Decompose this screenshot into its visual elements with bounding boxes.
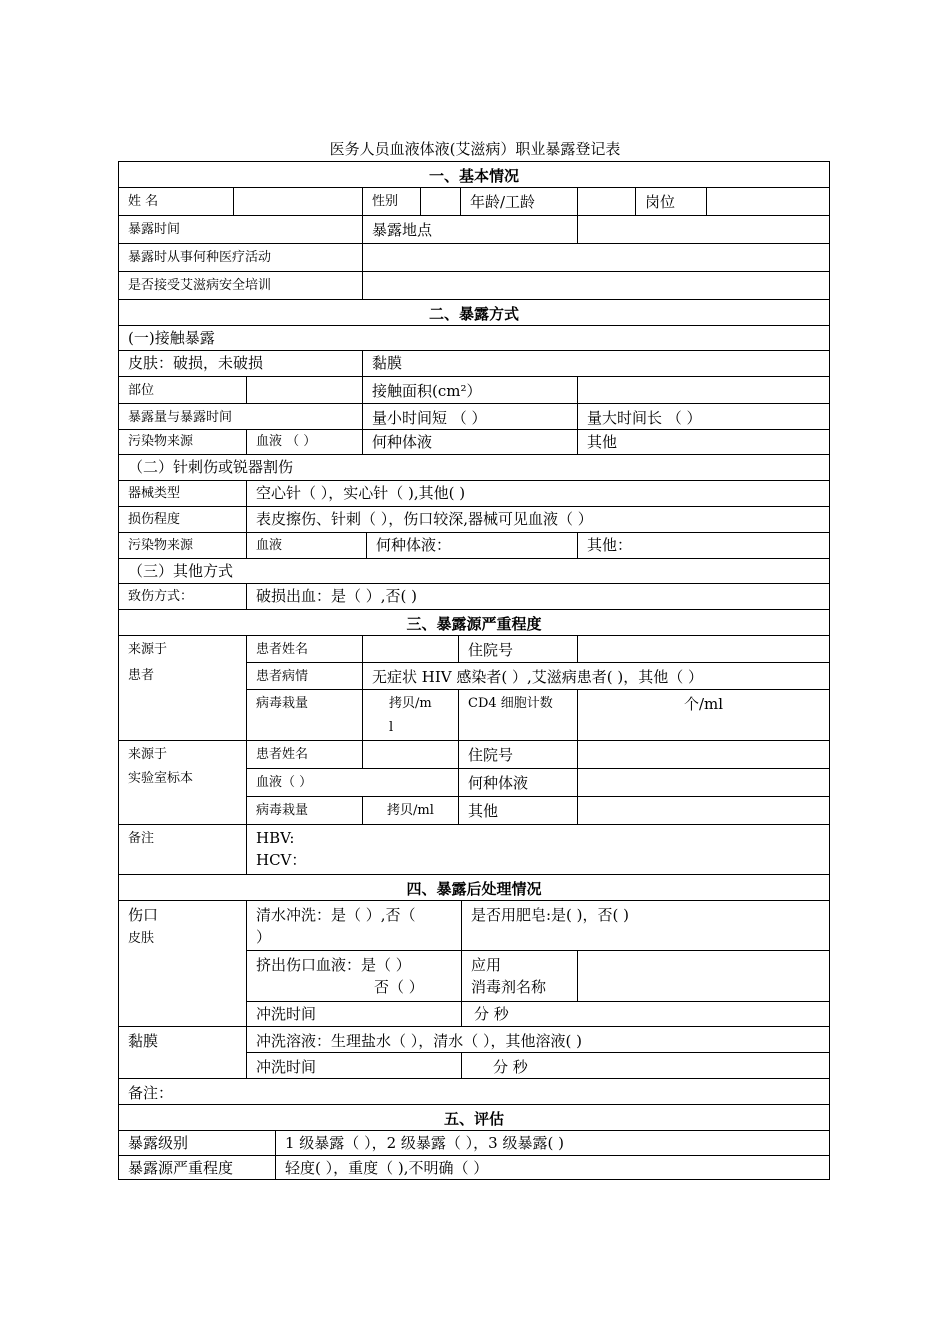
form-title: 医务人员血液体液(艾滋病）职业暴露登记表 [329,140,621,158]
training-label: 是否接受艾滋病安全培训 [119,272,363,300]
wound-skin-label: 伤口 皮肤 [119,901,247,1027]
section-header-basic: 一、基本情况 [119,162,829,188]
squeeze-blood-options[interactable]: 挤出伤口血液：是（ ） 否（ ） [247,951,462,1002]
name-field[interactable] [234,188,363,216]
section-header-source-severity: 三、暴露源严重程度 [119,610,829,636]
section-header-assessment: 五、评估 [119,1105,829,1131]
exposure-level-label: 暴露级别 [119,1131,276,1156]
source-patient-label: 来源于 患者 [119,636,247,741]
cd4-unit: 个/ml [578,690,829,741]
amount-time-label: 暴露量与暴露时间 [119,404,363,430]
remarks-hbv-hcv[interactable]: HBV: HCV： [247,825,829,875]
injury-degree-label: 损伤程度 [119,507,247,533]
wash-time-label: 冲洗时间 [247,1002,462,1027]
water-rinse-options[interactable]: 清水冲洗：是（ ）,否（ ） [247,901,462,951]
gender-label: 性别 [363,188,421,216]
contact-area-field[interactable] [578,377,829,404]
other-source-label: 其他 [578,430,829,455]
source-severity-options[interactable]: 轻度( ），重度（ ),不明确（ ） [285,1159,489,1177]
needle-injury-header: （二）针刺伤或锐器割伤 [119,455,829,481]
mucosa-treatment-label: 黏膜 [119,1027,247,1079]
disinfectant-name-label: 应用 消毒剂名称 [462,951,578,1002]
admission-no-label-2: 住院号 [459,741,578,769]
device-type-label: 器械类型 [119,481,247,507]
body-fluid-label-3: 何种体液 [459,769,578,797]
viral-load-label-2: 病毒栽量 [247,797,363,825]
blood-option[interactable]: 血液 （ ） [247,430,363,455]
copies-per-ml-unit: 拷贝/m l [363,690,459,741]
patient-condition-label: 患者病情 [247,663,363,690]
age-field[interactable] [578,188,636,216]
admission-no-field[interactable] [578,636,829,663]
exposure-time-label: 暴露时间 [119,216,363,244]
wash-time-label-2: 冲洗时间 [247,1053,462,1079]
body-fluid-field-3[interactable] [578,769,829,797]
injury-cause-label: 致伤方式： [119,584,247,610]
viral-load-label: 病毒栽量 [247,690,363,741]
exposure-place-field[interactable] [578,216,829,244]
name-label: 姓 名 [119,188,234,216]
copies-per-ml-unit-2: 拷贝/ml [363,797,459,825]
mucosa-label: 黏膜 [363,351,829,377]
contact-exposure-header: (一)接触暴露 [119,326,829,351]
device-type-options[interactable]: 空心针（ ），实心针（ ),其他( ) [247,481,829,507]
blood-option-3[interactable]: 血液（ ） [247,769,459,797]
exposure-level-options[interactable]: 1 级暴露（ ），2 级暴露（ ），3 级暴露( ) [276,1131,829,1156]
site-label: 部位 [119,377,247,404]
medical-activity-field[interactable] [363,244,829,272]
cd4-count-label: CD4 细胞计数 [459,690,578,741]
source-severity-label: 暴露源严重程度 [119,1156,276,1179]
post-label: 岗位 [636,188,707,216]
injury-degree-options[interactable]: 表皮擦伤、针刺（ ），伤口较深,器械可见血液（ ） [247,507,829,533]
patient-name-label-2: 患者姓名 [247,741,363,769]
medical-activity-label: 暴露时从事何种医疗活动 [119,244,363,272]
small-short-option[interactable]: 量小时间短 （ ） [363,404,578,430]
other-mode-header: （三）其他方式 [119,559,829,584]
contaminant-source-label: 污染物来源 [119,430,247,455]
admission-no-label: 住院号 [459,636,578,663]
post-field[interactable] [707,188,829,216]
admission-no-field-2[interactable] [578,741,829,769]
exposure-place-label: 暴露地点 [363,216,578,244]
section-header-post-exposure: 四、暴露后处理情况 [119,875,829,901]
large-long-option[interactable]: 量大时间长 （ ） [578,404,829,430]
bleeding-options[interactable]: 破损出血：是（ ）,否( ) [247,584,829,610]
age-label: 年龄/工龄 [461,188,578,216]
gender-field[interactable] [421,188,461,216]
post-exposure-remarks: 备注： [119,1079,829,1105]
contaminant-source-label-2: 污染物来源 [119,533,247,559]
patient-name-field-2[interactable] [363,741,459,769]
blood-label-2: 血液 [247,533,367,559]
skin-label: 皮肤：破损，未破损 [119,351,363,377]
section-header-exposure-mode: 二、暴露方式 [119,300,829,326]
site-field[interactable] [247,377,363,404]
other-field-3[interactable] [578,797,829,825]
patient-name-field[interactable] [363,636,459,663]
wash-time-field-2[interactable]: 分 秒 [462,1053,829,1079]
soap-options[interactable]: 是否用肥皂:是( )，否( ) [462,901,829,951]
patient-name-label: 患者姓名 [247,636,363,663]
other-label-3: 其他 [459,797,578,825]
registration-form-table [118,161,830,1180]
source-lab-label: 来源于 实验室标本 [119,741,247,825]
disinfectant-name-field[interactable] [578,951,829,1002]
patient-condition-options[interactable]: 无症状 HIV 感染者( ）,艾滋病患者( )，其他（ ） [363,663,829,690]
wash-time-field[interactable]: 分 秒 [462,1002,829,1027]
body-fluid-label: 何种体液 [363,430,578,455]
rinse-solution-options[interactable]: 冲洗溶液：生理盐水（ ），清水（ ），其他溶液( ) [247,1027,829,1053]
training-field[interactable] [363,272,829,300]
contact-area-label: 接触面积(cm²） [363,377,578,404]
other-label-2: 其他： [578,533,829,559]
body-fluid-label-2: 何种体液： [367,533,578,559]
remarks-label: 备注 [119,825,247,875]
